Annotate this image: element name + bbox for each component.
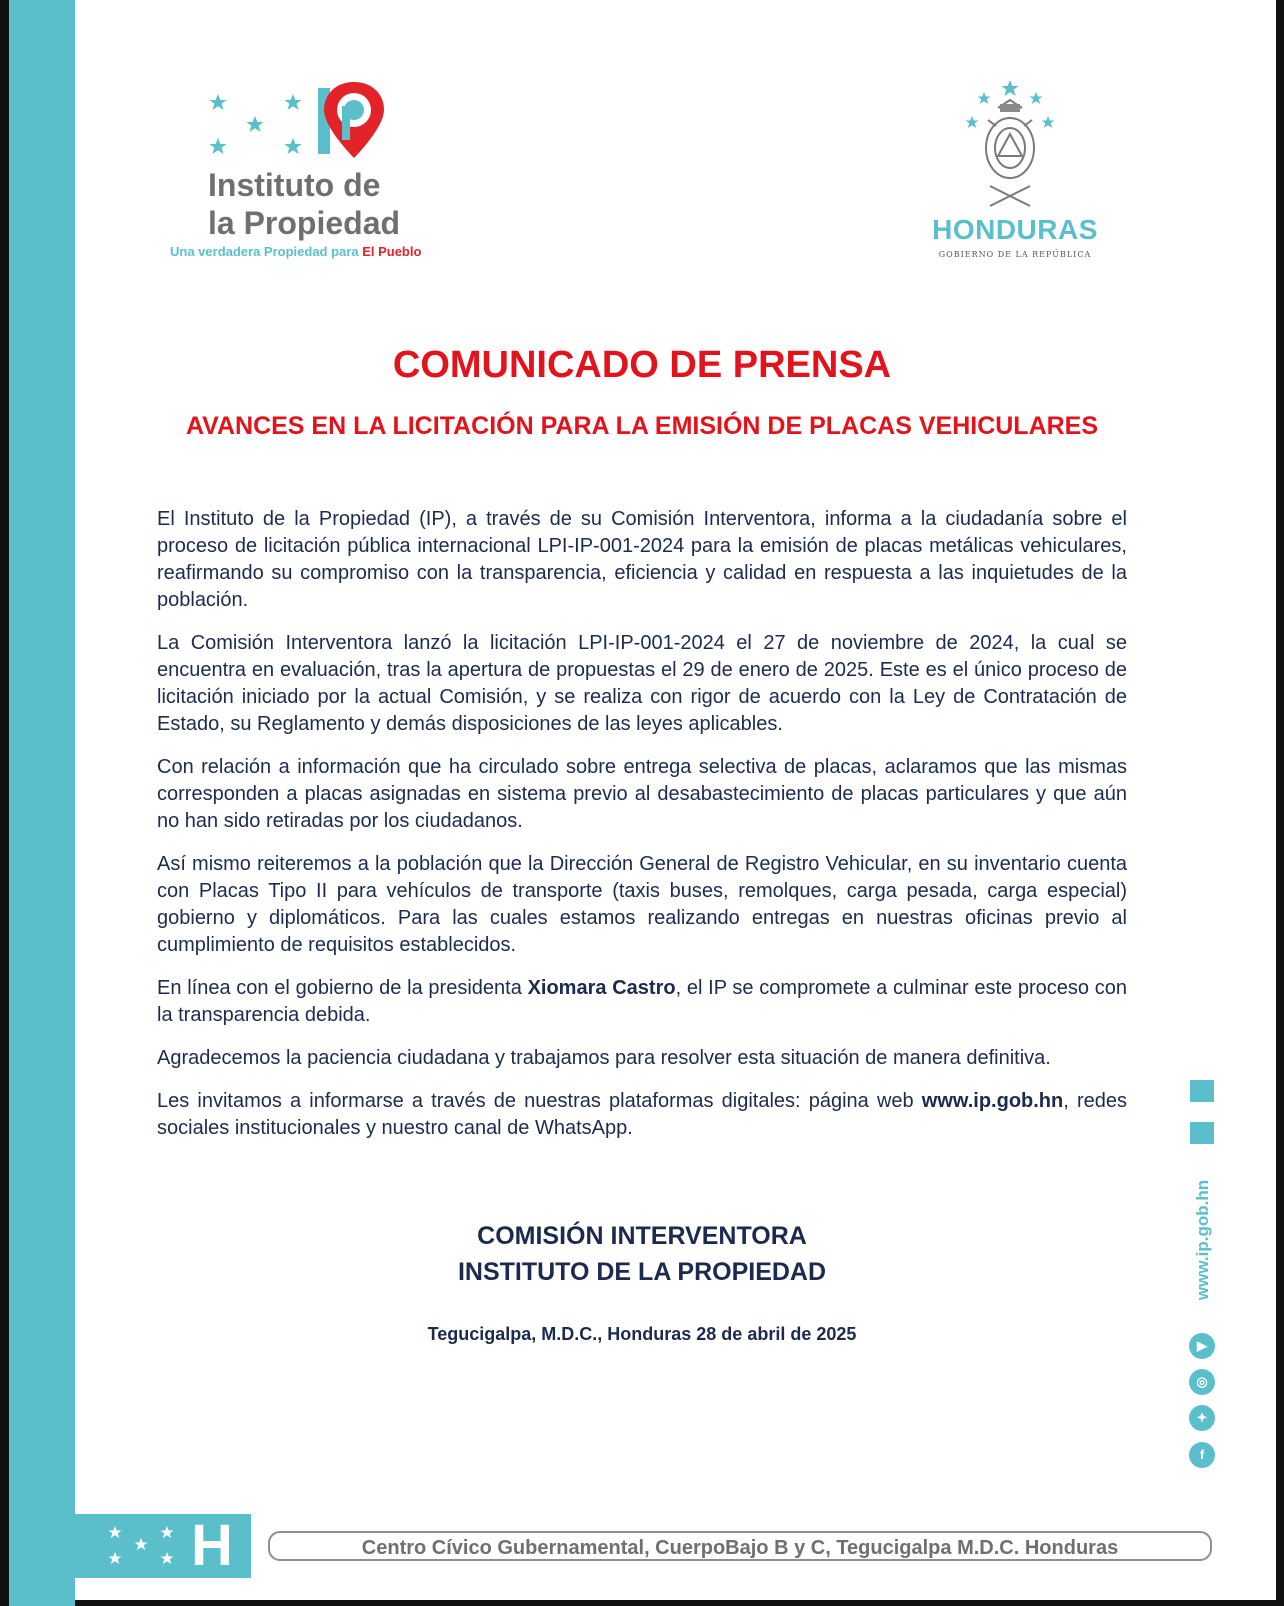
body-text: [157, 506, 1127, 1158]
tagline-prefix: Una verdadera Propiedad para: [170, 244, 363, 259]
paragraph-3: Con relación a información que ha circulado sobre entrega selectiva de placas, aclaramos que las mismas corresponden a placas asignadas en sistema previo al desabastecimiento de placas particulares y que aún no han sido retiradas por los ciudadanos.: [157, 756, 1127, 832]
ip-name-line2: la Propiedad: [208, 205, 401, 241]
vertical-url[interactable]: www.ip.gob.hn: [1193, 1179, 1212, 1301]
honduras-logo: [920, 78, 1120, 268]
youtube-icon[interactable]: ▶: [1189, 1333, 1215, 1359]
scan-edge-left: [0, 0, 9, 1606]
signature-line1: COMISIÓN INTERVENTORA: [477, 1222, 807, 1250]
website-link[interactable]: www.ip.gob.hn: [921, 1090, 1064, 1112]
signature-block: [75, 1218, 1209, 1290]
footer-stars-icon: [105, 1522, 185, 1572]
honduras-subtitle: GOBIERNO DE LA REPÚBLICA: [938, 250, 1092, 259]
twitter-icon[interactable]: ✦: [1189, 1405, 1215, 1431]
footer-address: Centro Cívico Gubernamental, CuerpoBajo B y C, Tegucigalpa M.D.C. Honduras: [268, 1531, 1212, 1561]
ip-name-line1: Instituto de: [208, 167, 381, 203]
decor-square-top: [1190, 1080, 1214, 1102]
stars-icon: [208, 92, 318, 162]
page-title: COMUNICADO DE PRENSA: [392, 344, 892, 386]
instagram-icon[interactable]: ◎: [1189, 1369, 1215, 1395]
location-pin-icon: [318, 78, 390, 168]
paragraph-1: El Instituto de la Propiedad (IP), a través de su Comisión Interventora, informa a la ciudadanía sobre el proceso de licitación pública internacional LPI-IP-001-2024 para la emisión de placas metálicas vehiculares, reafirmando su compromiso con la transparencia, eficiencia y calidad en respuesta a las inquietudes de la población.: [157, 508, 1127, 611]
paragraph-4: Así mismo reiteremos a la población que la Dirección General de Registro Vehicular, en su inventario cuenta con Placas Tipo II para vehículos de transporte (taxis buses, remolques, carga pesada, carga especial) gobierno y diplomáticos. Para las cuales estamos realizando entregas en nuestras oficinas previo al cumplimiento de requisitos establecidos.: [157, 853, 1127, 956]
coat-of-arms-icon: [960, 78, 1060, 213]
ip-tagline: [170, 244, 421, 259]
president-name: Xiomara Castro: [527, 977, 676, 999]
tagline-highlight: El Pueblo: [362, 244, 422, 259]
paragraph-6: Agradecemos la paciencia ciudadana y trabajamos para resolver esta situación de manera definitiva.: [157, 1047, 1051, 1069]
signature-line2: INSTITUTO DE LA PROPIEDAD: [457, 1258, 827, 1286]
p5-text-before: En línea con el gobierno de la presidenta: [157, 977, 528, 999]
p7-text-after: , redes sociales institucionales y nuestro canal de WhatsApp.: [157, 1090, 1127, 1139]
decor-square-bottom: [1190, 1122, 1214, 1144]
scan-edge-right: [1276, 0, 1284, 1606]
scan-edge-bottom: [0, 1600, 1284, 1606]
footer-badge: [75, 1514, 251, 1578]
page-subtitle: AVANCES EN LA LICITACIÓN PARA LA EMISIÓN DE PLACAS VEHICULARES: [185, 412, 1099, 440]
honduras-name: HONDURAS: [932, 214, 1098, 245]
paragraph-2: La Comisión Interventora lanzó la licitación LPI-IP-001-2024 el 27 de noviembre de 2024, la cual se encuentra en evaluación, tras la apertura de propuestas el 29 de enero de 2025. Este es el único proceso de licitación iniciado por la actual Comisión, y se realiza con rigor de acuerdo con la Ley de Contratación de Estado, su Reglamento y demás disposiciones de las leyes aplicables.: [157, 632, 1127, 735]
p7-text-before: Les invitamos a informarse a través de nuestras plataformas digitales: página web: [157, 1090, 922, 1112]
ip-logo: [160, 78, 480, 268]
ip-logo-name: [208, 166, 400, 242]
paragraph-5: [157, 975, 1127, 1029]
p5-text-after: , el IP se compromete a culminar este proceso con la transparencia debida.: [157, 977, 1128, 1026]
date-line: Tegucigalpa, M.D.C., Honduras 28 de abril de 2025: [427, 1324, 857, 1344]
paragraph-7: [157, 1088, 1127, 1142]
left-color-band: [9, 0, 75, 1606]
footer-h-letter: H: [191, 1513, 233, 1578]
facebook-icon[interactable]: f: [1189, 1442, 1215, 1468]
